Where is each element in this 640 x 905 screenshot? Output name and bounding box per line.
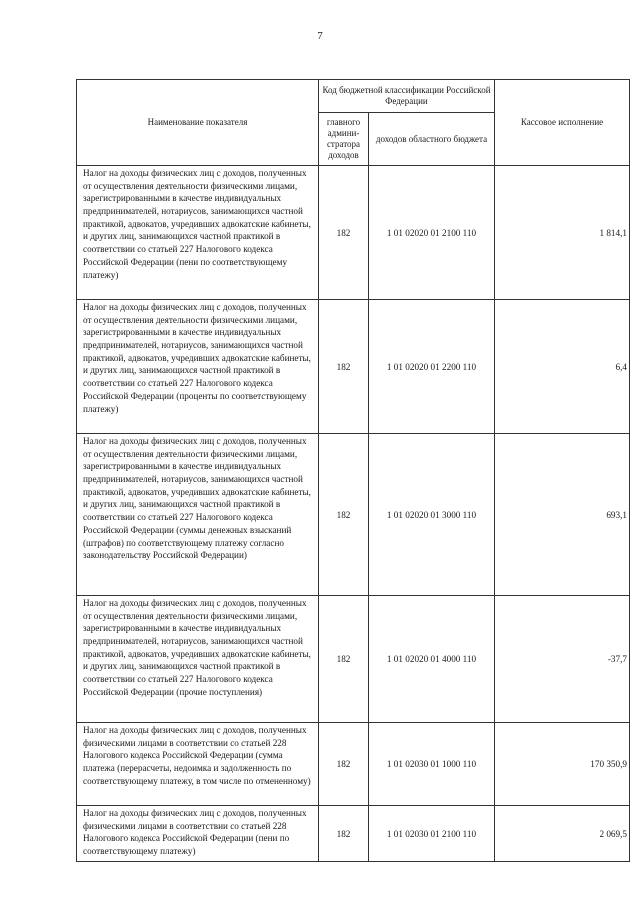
row-admin-code: 182 <box>319 434 369 596</box>
row-name: Налог на доходы физических лиц с доходов, полученных от осуществления деятельности физическими лицами, зарегистрированными в качестве индивидуальных предпринимателей, нотариусов, занимающихся частной практикой, адвокатов, учредивших адвокатские кабинеты, и других лиц, занимающихся частной практикой в соответствии со статьей 227 Налогового кодекса Российской Федерации (суммы денежных взысканий (штрафов) по соответствующему платежу согласно законодательству Российской Федерации) <box>77 434 319 596</box>
row-name: Налог на доходы физических лиц с доходов, полученных от осуществления деятельности физическими лицами, зарегистрированными в качестве индивидуальных предпринимателей, нотариусов, занимающихся частной практикой, адвокатов, учредивших адвокатские кабинеты, и других лиц, занимающихся частной практикой в соответствии со статьей 227 Налогового кодекса Российской Федерации (пени по соответствующему платежу) <box>77 166 319 300</box>
row-amount: 693,1 <box>495 434 630 596</box>
table-row <box>77 596 630 723</box>
budget-execution-table <box>76 79 630 862</box>
row-admin-code: 182 <box>319 166 369 300</box>
table-row <box>77 434 630 596</box>
row-amount: 1 814,1 <box>495 166 630 300</box>
row-amount: 170 350,9 <box>495 723 630 806</box>
row-admin-code: 182 <box>319 300 369 434</box>
row-amount: 2 069,5 <box>495 806 630 862</box>
row-name: Налог на доходы физических лиц с доходов, полученных от осуществления деятельности физическими лицами, зарегистрированными в качестве индивидуальных предпринимателей, нотариусов, занимающихся частной практикой, адвокатов, учредивших адвокатские кабинеты, и других лиц, занимающихся частной практикой в соответствии со статьей 227 Налогового кодекса Российской Федерации (прочие поступления) <box>77 596 319 723</box>
row-budget-code: 1 01 02020 01 2200 110 <box>369 300 495 434</box>
row-amount: -37,7 <box>495 596 630 723</box>
table-row <box>77 723 630 806</box>
table-row <box>77 166 630 300</box>
page-number: 7 <box>317 30 323 42</box>
row-budget-code: 1 01 02020 01 2100 110 <box>369 166 495 300</box>
table-row <box>77 806 630 862</box>
row-budget-code: 1 01 02020 01 3000 110 <box>369 434 495 596</box>
header-regional-budget-revenue: доходов областного бюджета <box>369 113 495 166</box>
row-name: Налог на доходы физических лиц с доходов, полученных физическими лицами в соответствии со статьей 228 Налогового кодекса Российской Федерации (пени по соответствующему платежу) <box>77 806 319 862</box>
row-budget-code: 1 01 02030 01 1000 110 <box>369 723 495 806</box>
row-budget-code: 1 01 02020 01 4000 110 <box>369 596 495 723</box>
row-budget-code: 1 01 02030 01 2100 110 <box>369 806 495 862</box>
row-admin-code: 182 <box>319 596 369 723</box>
header-cash-execution: Кассовое исполнение <box>495 80 630 166</box>
row-name: Налог на доходы физических лиц с доходов, полученных физическими лицами в соответствии со статьей 228 Налогового кодекса Российской Федерации (сумма платежа (перерасчеты, недоимка и задолженность по соответствующему платежу, в том числе по отмененному) <box>77 723 319 806</box>
header-classification-code: Код бюджетной классификации Российской Федерации <box>319 80 495 113</box>
table-row <box>77 300 630 434</box>
row-name: Налог на доходы физических лиц с доходов, полученных от осуществления деятельности физическими лицами, зарегистрированными в качестве индивидуальных предпринимателей, нотариусов, занимающихся частной практикой, адвокатов, учредивших адвокатские кабинеты, и других лиц, занимающихся частной практикой в соответствии со статьей 227 Налогового кодекса Российской Федерации (проценты по соответствующему платежу) <box>77 300 319 434</box>
header-indicator-name: Наименование показателя <box>77 80 319 166</box>
row-admin-code: 182 <box>319 806 369 862</box>
row-admin-code: 182 <box>319 723 369 806</box>
row-amount: 6,4 <box>495 300 630 434</box>
header-chief-administrator: главного админи-стратора доходов <box>319 113 369 166</box>
